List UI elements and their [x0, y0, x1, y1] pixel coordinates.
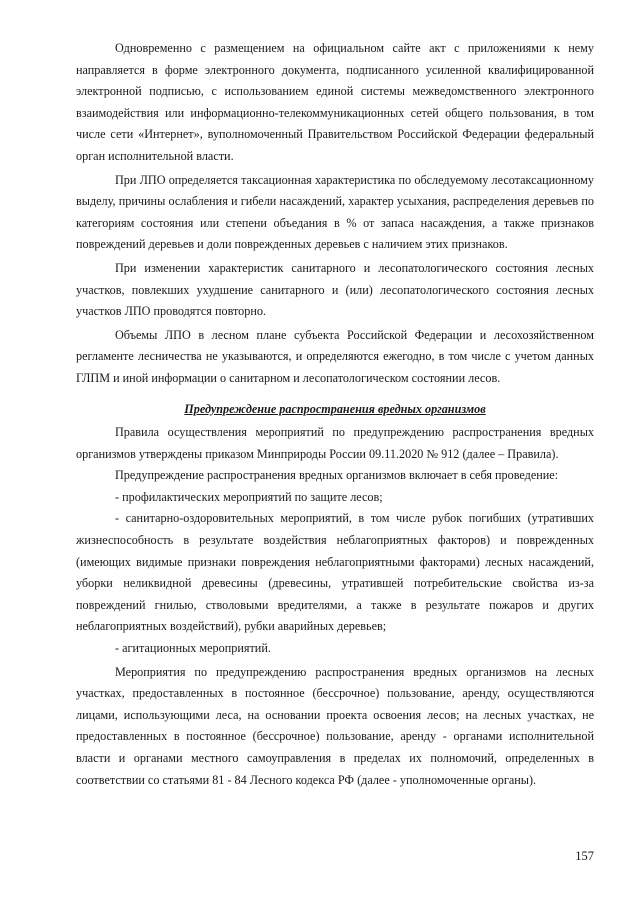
paragraph: При ЛПО определяется таксационная характеристика по обследуемому лесотаксационному выделу, причины ослабления и гибели насаждений, характер усыхания, распределения деревьев по категориям состояния или степени объедания в % от запаса насаждения, а также признаков повреждений деревьев и доли поврежденных деревьев с наличием этих признаков. [76, 172, 594, 252]
paragraph: Мероприятия по предупреждению распространения вредных организмов на лесных участках, предоставленных в постоянное (бессрочное) пользование, аренду, осуществляются лицами, использующими леса, на основании проекта освоения лесов; на лесных участках, не предоставленных в постоянное (бессрочное) пользование, аренду - органами исполнительной власти и органами местного самоуправления в пределах их полномочий, определенных в соответствии со статьями 81 - 84 Лесного кодекса РФ (далее - уполномоченные органы). [76, 664, 594, 787]
list-item: - профилактических мероприятий по защите лесов; [115, 489, 383, 504]
paragraph: Объемы ЛПО в лесном плане субъекта Российской Федерации и лесохозяйственном регламенте лесничества не указываются, и определяются ежегодно, в том числе с учетом данных ГЛПМ и иной информации о санитарном и лесопатологическом состоянии лесов. [76, 327, 594, 385]
document-body [76, 38, 594, 791]
paragraph: Правила осуществления мероприятий по предупреждению распространения вредных организмов утверждены приказом Минприроды России 09.11.2020 № 912 (далее – Правила). [76, 425, 594, 461]
section-heading: Предупреждение распространения вредных организмов [184, 401, 486, 416]
paragraph: Предупреждение распространения вредных организмов включает в себя проведение: [115, 468, 559, 483]
paragraph: Одновременно с размещением на официальном сайте акт с приложениями к нему направляется в форме электронного документа, подписанного усиленной квалифицированной электронной подписью, с использованием единой системы межведомственного электронного взаимодействия или информационно-телекоммуникационных сетей общего пользования, в том числе сети «Интернет», вуполномоченный Правительством Российской Федерации федеральный орган исполнительной власти. [76, 41, 594, 163]
paragraph: При изменении характеристик санитарного и лесопатологического состояния лесных участков, повлекших ухудшение санитарного и (или) лесопатологического состояния лесных участков ЛПО проводятся повторно. [76, 260, 594, 319]
page-number: 157 [575, 849, 594, 863]
list-item: - агитационных мероприятий. [115, 641, 271, 656]
list-item: - санитарно-оздоровительных мероприятий, в том числе рубок погибших (утративших жизнеспособность в результате воздействия неблагоприятных факторов) и поврежденных (имеющих видимые признаки повреждения неблагоприятными факторами) лесных насаждений, уборки неликвидной древесины (древесины, утратившей потребительские свойства из-за повреждений гнилью, стволовыми вредителями, а также в результате пожаров и других неблагоприятных воздействий), рубки аварийных деревьев; [76, 511, 594, 634]
